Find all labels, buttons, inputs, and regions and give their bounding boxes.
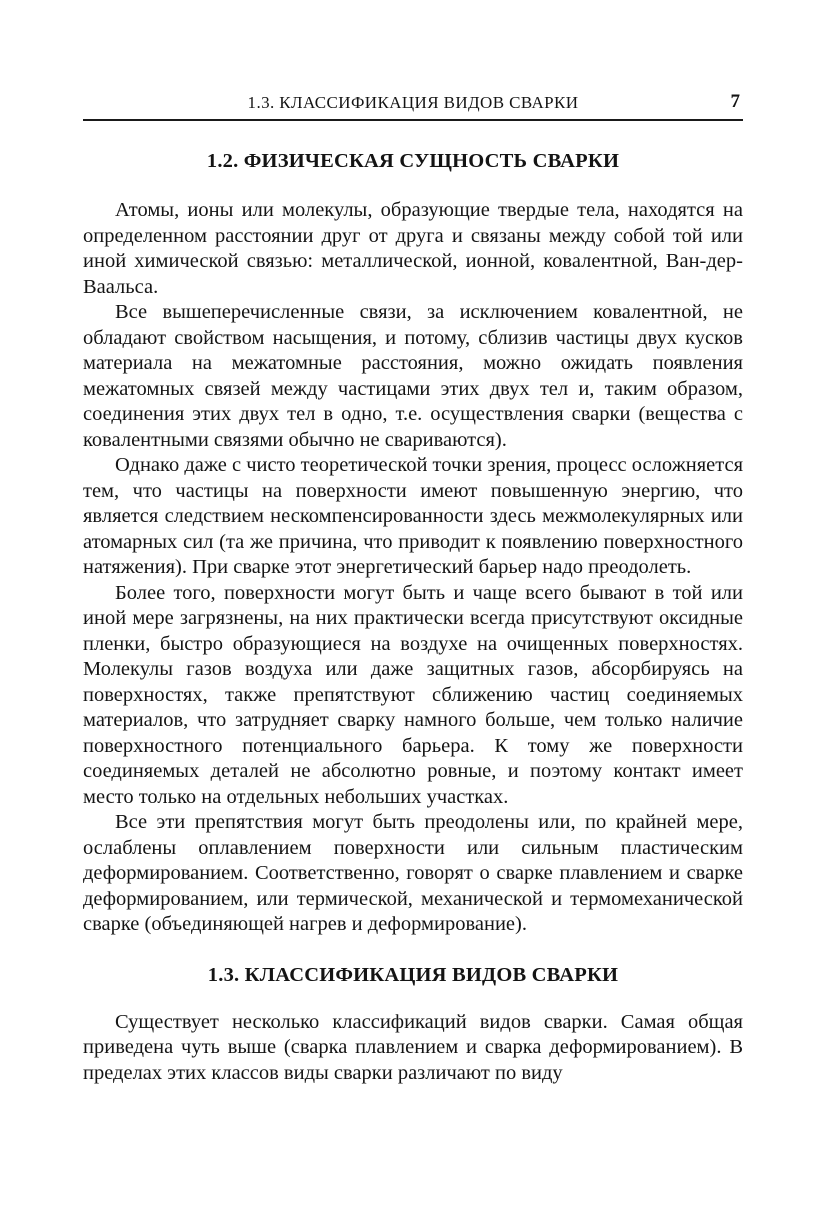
- paragraph: Однако даже с чисто теоретической точки зрения, процесс осложняется тем, что частицы на поверхности имеют повышенную энергию, что является следствием нескомпенсированности здесь межмолекулярных или атомарных сил (та же причина, что приводит к появлению поверхностного натяжения). При сварке этот энергетический барьер надо преодолеть.: [83, 454, 743, 578]
- header-rule: [83, 119, 743, 121]
- paragraph: Существует несколько классификаций видов сварки. Самая общая приведена чуть выше (сварка плавлением и сварка деформированием). В пределах этих классов виды сварки различают по виду: [83, 1010, 743, 1084]
- running-header: [83, 89, 743, 119]
- page-body: [83, 146, 743, 1086]
- paragraph: Все эти препятствия могут быть преодолены или, по крайней мере, ослаблены оплавлением поверхности или сильным пластическим деформированием. Соответственно, говорят о сварке плавлением и сварке деформированием, или термической, механической и термомеханической сварке (объединяющей нагрев и деформирование).: [83, 811, 743, 935]
- running-title: 1.3. КЛАССИФИКАЦИЯ ВИДОВ СВАРКИ: [247, 93, 579, 112]
- paragraph: Атомы, ионы или молекулы, образующие твердые тела, находятся на определенном расстоянии друг от друга и связаны между собой той или иной химической связью: металлической, ионной, ковалентной, Ван-дер-Ваальса.: [83, 199, 743, 298]
- section-heading: 1.3. КЛАССИФИКАЦИЯ ВИДОВ СВАРКИ: [207, 963, 619, 986]
- section-heading: 1.2. ФИЗИЧЕСКАЯ СУЩНОСТЬ СВАРКИ: [206, 150, 620, 172]
- section-classification: [83, 960, 743, 1087]
- section-physical-essence: [83, 146, 743, 938]
- page-number: 7: [730, 91, 740, 112]
- paragraph: Все вышеперечисленные связи, за исключением ковалентной, не обладают свойством насыщения, и потому, сблизив частицы двух кусков материала на межатомные расстояния, можно ожидать появления межатомных связей между частицами этих двух тел и, таким образом, соединения этих двух тел в одно, т.е. осуществления сварки (вещества с ковалентными связями обычно не свариваются).: [83, 301, 743, 451]
- paragraph: Более того, поверхности могут быть и чаще всего бывают в той или иной мере загрязнены, на них практически всегда присутствуют оксидные пленки, быстро образующиеся на воздухе на очищенных поверхностях. Молекулы газов воздуха или даже защитных газов, абсорбируясь на поверхностях, также препятствуют сближению частиц соединяемых материалов, что затрудняет сварку намного больше, чем только наличие поверхностного потенциального барьера. К тому же поверхности соединяемых деталей не абсолютно ровные, и поэтому контакт имеет место только на отдельных небольших участках.: [83, 581, 743, 808]
